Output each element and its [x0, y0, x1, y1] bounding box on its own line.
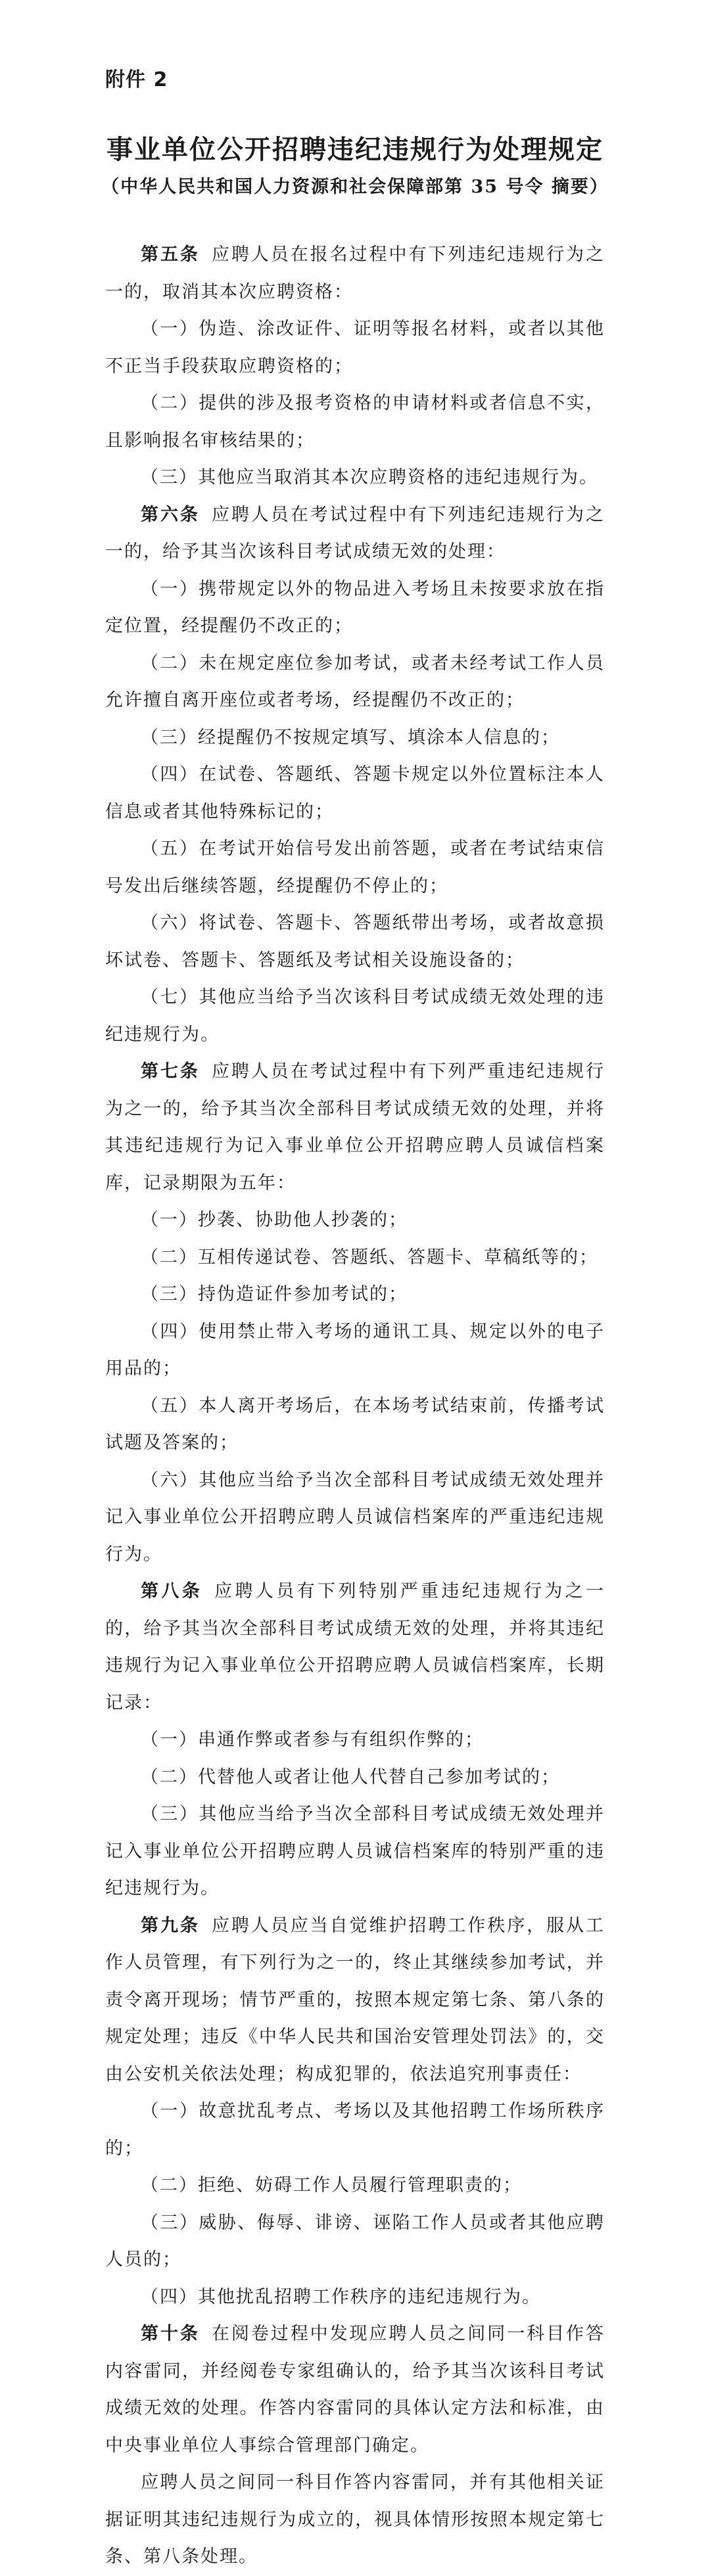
paragraph-text: （六）其他应当给予当次全部科目考试成绩无效处理并记入事业单位公开招聘应聘人员诚信档案库的严重违纪违规行为。 [105, 1469, 605, 1565]
article-paragraph [105, 2316, 605, 2464]
paragraph-text: （一）携带规定以外的物品进入考场且未按要求放在指定位置，经提醒仍不改正的； [105, 578, 605, 636]
paragraph-text: （二）拒绝、妨碍工作人员履行管理职责的； [141, 2175, 522, 2196]
paragraph-text: （三）经提醒仍不按规定填写、填涂本人信息的； [141, 727, 560, 748]
paragraph-text: （三）威胁、侮辱、诽谤、诬陷工作人员或者其他应聘人员的； [105, 2212, 605, 2270]
paragraph-text: （二）提供的涉及报考资格的申请材料或者信息不实，且影响报名审核结果的； [105, 393, 605, 451]
paragraph-text: （三）其他应当给予当次全部科目考试成绩无效处理并记入事业单位公开招聘应聘人员诚信档案库的特别严重的违纪违规行为。 [105, 1804, 605, 1898]
clause-paragraph [105, 905, 605, 979]
article-number: 第八条 [141, 1581, 203, 1601]
clause-paragraph [105, 2464, 605, 2576]
clause-paragraph [105, 2167, 605, 2205]
clause-paragraph [105, 1239, 605, 1277]
clause-paragraph [105, 1314, 605, 1388]
clause-paragraph [105, 385, 605, 459]
paragraph-text: 应聘人员有下列特别严重违纪违规行为之一的，给予其当次全部科目考试成绩无效的处理，并将其违纪违规行为记入事业单位公开招聘应聘人员诚信档案库，长期记录： [105, 1581, 605, 1713]
article-number: 第五条 [141, 244, 200, 265]
paragraph-text: 应聘人员之间同一科目作答内容雷同，并有其他相关证据证明其违纪违规行为成立的，视具体情形按照本规定第七条、第八条处理。 [105, 2472, 605, 2567]
paragraph-text: （二）互相传递试卷、答题纸、答题卡、草稿纸等的； [141, 1247, 598, 1268]
clause-paragraph [105, 831, 605, 905]
clause-paragraph [105, 720, 605, 757]
clause-paragraph [105, 2279, 605, 2316]
clause-paragraph [105, 979, 605, 1053]
clause-paragraph [105, 1462, 605, 1574]
article-number: 第六条 [141, 504, 200, 525]
paragraph-text: （七）其他应当给予当次该科目考试成绩无效处理的违纪违规行为。 [105, 987, 605, 1045]
article-number: 第十条 [141, 2324, 200, 2344]
article-paragraph [105, 1053, 605, 1202]
attachment-label: 附件 2 [105, 68, 168, 91]
clause-paragraph [105, 1759, 605, 1797]
clause-paragraph [105, 1796, 605, 1908]
paragraph-text: 应聘人员在考试过程中有下列严重违纪违规行为之一的，给予其当次全部科目考试成绩无效的处理，并将其违纪违规行为记入事业单位公开招聘应聘人员诚信档案库，记录期限为五年： [105, 1061, 605, 1193]
paragraph-text: （三）其他应当取消其本次应聘资格的违纪违规行为。 [141, 467, 598, 488]
clause-paragraph [105, 2205, 605, 2279]
paragraph-text: （一）抄袭、协助他人抄袭的； [141, 1210, 408, 1230]
clause-paragraph [105, 1388, 605, 1462]
paragraph-text: （五）本人离开考场后，在本场考试结束前，传播考试试题及答案的； [105, 1395, 605, 1453]
article-paragraph [105, 1573, 605, 1722]
clause-paragraph [105, 459, 605, 497]
article-paragraph [105, 1908, 605, 2094]
paragraph-text: 应聘人员应当自觉维护招聘工作秩序，服从工作人员管理，有下列行为之一的，终止其继续参加考试，并责令离开现场；情节严重的，按照本规定第七条、第八条的规定处理；违反《中华人民共和国治安管理处罚法》的，交由公安机关依法处理；构成犯罪的，依法追究刑事责任： [105, 1915, 605, 2084]
paragraph-text: （三）持伪造证件参加考试的； [141, 1284, 408, 1304]
paragraph-text: 应聘人员在报名过程中有下列违纪违规行为之一的，取消其本次应聘资格： [105, 244, 605, 302]
clause-paragraph [105, 2093, 605, 2167]
clause-paragraph [105, 1722, 605, 1759]
paragraph-text: （六）将试卷、答题卡、答题纸带出考场，或者故意损坏试卷、答题卡、答题纸及考试相关设施设备的； [105, 913, 605, 971]
document-body [105, 237, 605, 2576]
paragraph-text: （一）串通作弊或者参与有组织作弊的； [141, 1730, 484, 1750]
paragraph-text: 在阅卷过程中发现应聘人员之间同一科目作答内容雷同，并经阅卷专家组确认的，给予其当次该科目考试成绩无效的处理。作答内容雷同的具体认定方法和标准，由中央事业单位人事综合管理部门确定。 [105, 2324, 605, 2456]
paragraph-text: （五）在考试开始信号发出前答题，或者在考试结束信号发出后继续答题，经提醒仍不停止的； [105, 839, 605, 896]
paragraph-text: （四）使用禁止带入考场的通讯工具、规定以外的电子用品的； [105, 1321, 605, 1379]
article-paragraph [105, 237, 605, 311]
paragraph-text: （一）伪造、涂改证件、证明等报名材料，或者以其他不正当手段获取应聘资格的； [105, 319, 605, 377]
clause-paragraph [105, 645, 605, 720]
article-paragraph [105, 497, 605, 571]
clause-paragraph [105, 756, 605, 831]
article-number: 第七条 [141, 1061, 200, 1082]
clause-paragraph [105, 1202, 605, 1239]
clause-paragraph [105, 311, 605, 385]
article-number: 第九条 [141, 1915, 200, 1936]
paragraph-text: （一）故意扰乱考点、考场以及其他招聘工作场所秩序的； [105, 2101, 605, 2159]
document-title: 事业单位公开招聘违纪违规行为处理规定 [106, 135, 604, 165]
document-subtitle: （中华人民共和国人力资源和社会保障部第 35 号令 摘要） [101, 177, 609, 197]
clause-paragraph [105, 571, 605, 645]
paragraph-text: （二）未在规定座位参加考试，或者未经考试工作人员允许擅自离开座位或者考场，经提醒仍不改正的； [105, 653, 605, 710]
paragraph-text: （四）在试卷、答题纸、答题卡规定以外位置标注本人信息或者其他特殊标记的； [105, 764, 605, 822]
paragraph-text: 应聘人员在考试过程中有下列违纪违规行为之一的，给予其当次该科目考试成绩无效的处理： [105, 504, 605, 562]
paragraph-text: （二）代替他人或者让他人代替自己参加考试的； [141, 1766, 560, 1787]
paragraph-text: （四）其他扰乱招聘工作秩序的违纪违规行为。 [141, 2286, 541, 2307]
clause-paragraph [105, 1276, 605, 1314]
